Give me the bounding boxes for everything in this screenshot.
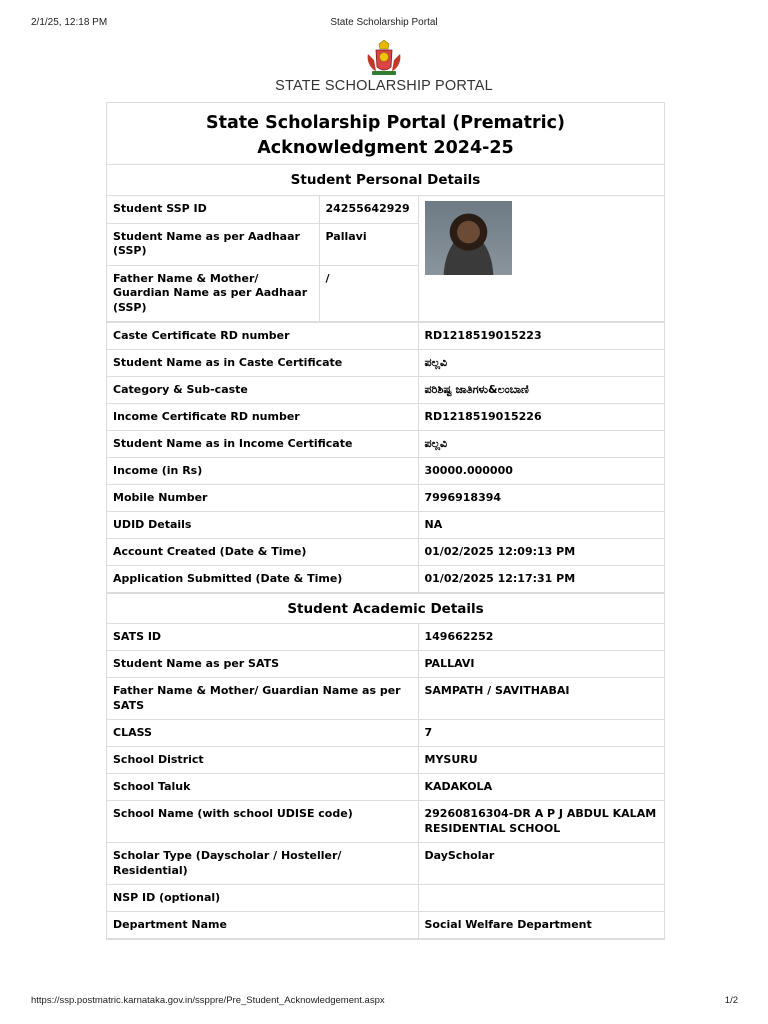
field-label: Student SSP ID [107, 196, 319, 223]
print-page-number: 1/2 [724, 995, 738, 1006]
field-value: Social Welfare Department [418, 912, 664, 939]
field-value: DayScholar [418, 843, 664, 885]
table-row [107, 651, 664, 678]
title-line-2: Acknowledgment 2024-25 [257, 138, 514, 158]
field-label: Student Name as per Aadhaar (SSP) [107, 223, 319, 265]
field-value: 29260816304-DR A P J ABDUL KALAM RESIDENTIAL SCHOOL [418, 801, 664, 843]
print-url: https://ssp.postmatric.karnataka.gov.in/ssppre/Pre_Student_Acknowledgement.aspx [31, 995, 385, 1006]
field-label: School Name (with school UDISE code) [107, 801, 418, 843]
field-label: Student Name as in Income Certificate [107, 430, 418, 457]
photo-cell [418, 196, 664, 321]
document-title [107, 103, 664, 165]
field-label: Student Name as per SATS [107, 651, 418, 678]
table-row [107, 885, 664, 912]
field-label: Mobile Number [107, 484, 418, 511]
field-value: 01/02/2025 12:17:31 PM [418, 565, 664, 592]
field-label: CLASS [107, 720, 418, 747]
table-row [107, 457, 664, 484]
field-label: Caste Certificate RD number [107, 322, 418, 349]
print-page-title: State Scholarship Portal [330, 17, 438, 28]
print-datetime: 2/1/25, 12:18 PM [31, 17, 108, 28]
table-row [107, 565, 664, 592]
personal-details-top-table [107, 196, 664, 322]
field-label: UDID Details [107, 511, 418, 538]
field-value: 7996918394 [418, 484, 664, 511]
table-row [107, 484, 664, 511]
table-row [107, 430, 664, 457]
table-row [107, 912, 664, 939]
table-row [107, 196, 664, 223]
section-heading-personal: Student Personal Details [107, 165, 664, 196]
field-value: MYSURU [418, 747, 664, 774]
field-label: SATS ID [107, 624, 418, 651]
field-label: School Taluk [107, 774, 418, 801]
field-label: Father Name & Mother/ Guardian Name as per Aadhaar (SSP) [107, 265, 319, 321]
field-value: KADAKOLA [418, 774, 664, 801]
table-row [107, 843, 664, 885]
table-row [107, 720, 664, 747]
field-value: ಪರಿಶಿಷ್ಟ ಜಾತಿಗಳು&ಲಂಬಾಣಿ [418, 376, 664, 403]
field-label: Income Certificate RD number [107, 403, 418, 430]
field-value: 24255642929 [319, 196, 418, 223]
field-value [418, 885, 664, 912]
field-label: Father Name & Mother/ Guardian Name as per SATS [107, 678, 418, 720]
field-value: 30000.000000 [418, 457, 664, 484]
karnataka-emblem-icon [364, 40, 404, 76]
table-row [107, 349, 664, 376]
title-line-1: State Scholarship Portal (Prematric) [206, 113, 565, 133]
table-row [107, 678, 664, 720]
table-row [107, 511, 664, 538]
table-row [107, 801, 664, 843]
field-value: 7 [418, 720, 664, 747]
field-label: Scholar Type (Dayscholar / Hosteller/ Residential) [107, 843, 418, 885]
table-row [107, 747, 664, 774]
section-heading-academic: Student Academic Details [107, 593, 664, 624]
acknowledgement-document [106, 102, 665, 940]
table-row [107, 624, 664, 651]
field-value: ಪಲ್ಲವಿ [418, 430, 664, 457]
personal-details-table [107, 322, 664, 593]
table-row [107, 403, 664, 430]
field-label: Income (in Rs) [107, 457, 418, 484]
field-label: Department Name [107, 912, 418, 939]
student-photo [425, 201, 512, 275]
field-label: NSP ID (optional) [107, 885, 418, 912]
field-value: PALLAVI [418, 651, 664, 678]
field-label: Application Submitted (Date & Time) [107, 565, 418, 592]
table-row [107, 322, 664, 349]
table-row [107, 376, 664, 403]
field-value: SAMPATH / SAVITHABAI [418, 678, 664, 720]
academic-details-table [107, 624, 664, 940]
table-row [107, 538, 664, 565]
field-value: / [319, 265, 418, 321]
field-label: Account Created (Date & Time) [107, 538, 418, 565]
field-value: Pallavi [319, 223, 418, 265]
field-label: Student Name as in Caste Certificate [107, 349, 418, 376]
table-row [107, 774, 664, 801]
field-label: Category & Sub-caste [107, 376, 418, 403]
field-value: RD1218519015226 [418, 403, 664, 430]
field-value: RD1218519015223 [418, 322, 664, 349]
portal-name: STATE SCHOLARSHIP PORTAL [275, 78, 493, 94]
field-value: 149662252 [418, 624, 664, 651]
field-label: School District [107, 747, 418, 774]
field-value: 01/02/2025 12:09:13 PM [418, 538, 664, 565]
field-value: ಪಲ್ಲವಿ [418, 349, 664, 376]
field-value: NA [418, 511, 664, 538]
